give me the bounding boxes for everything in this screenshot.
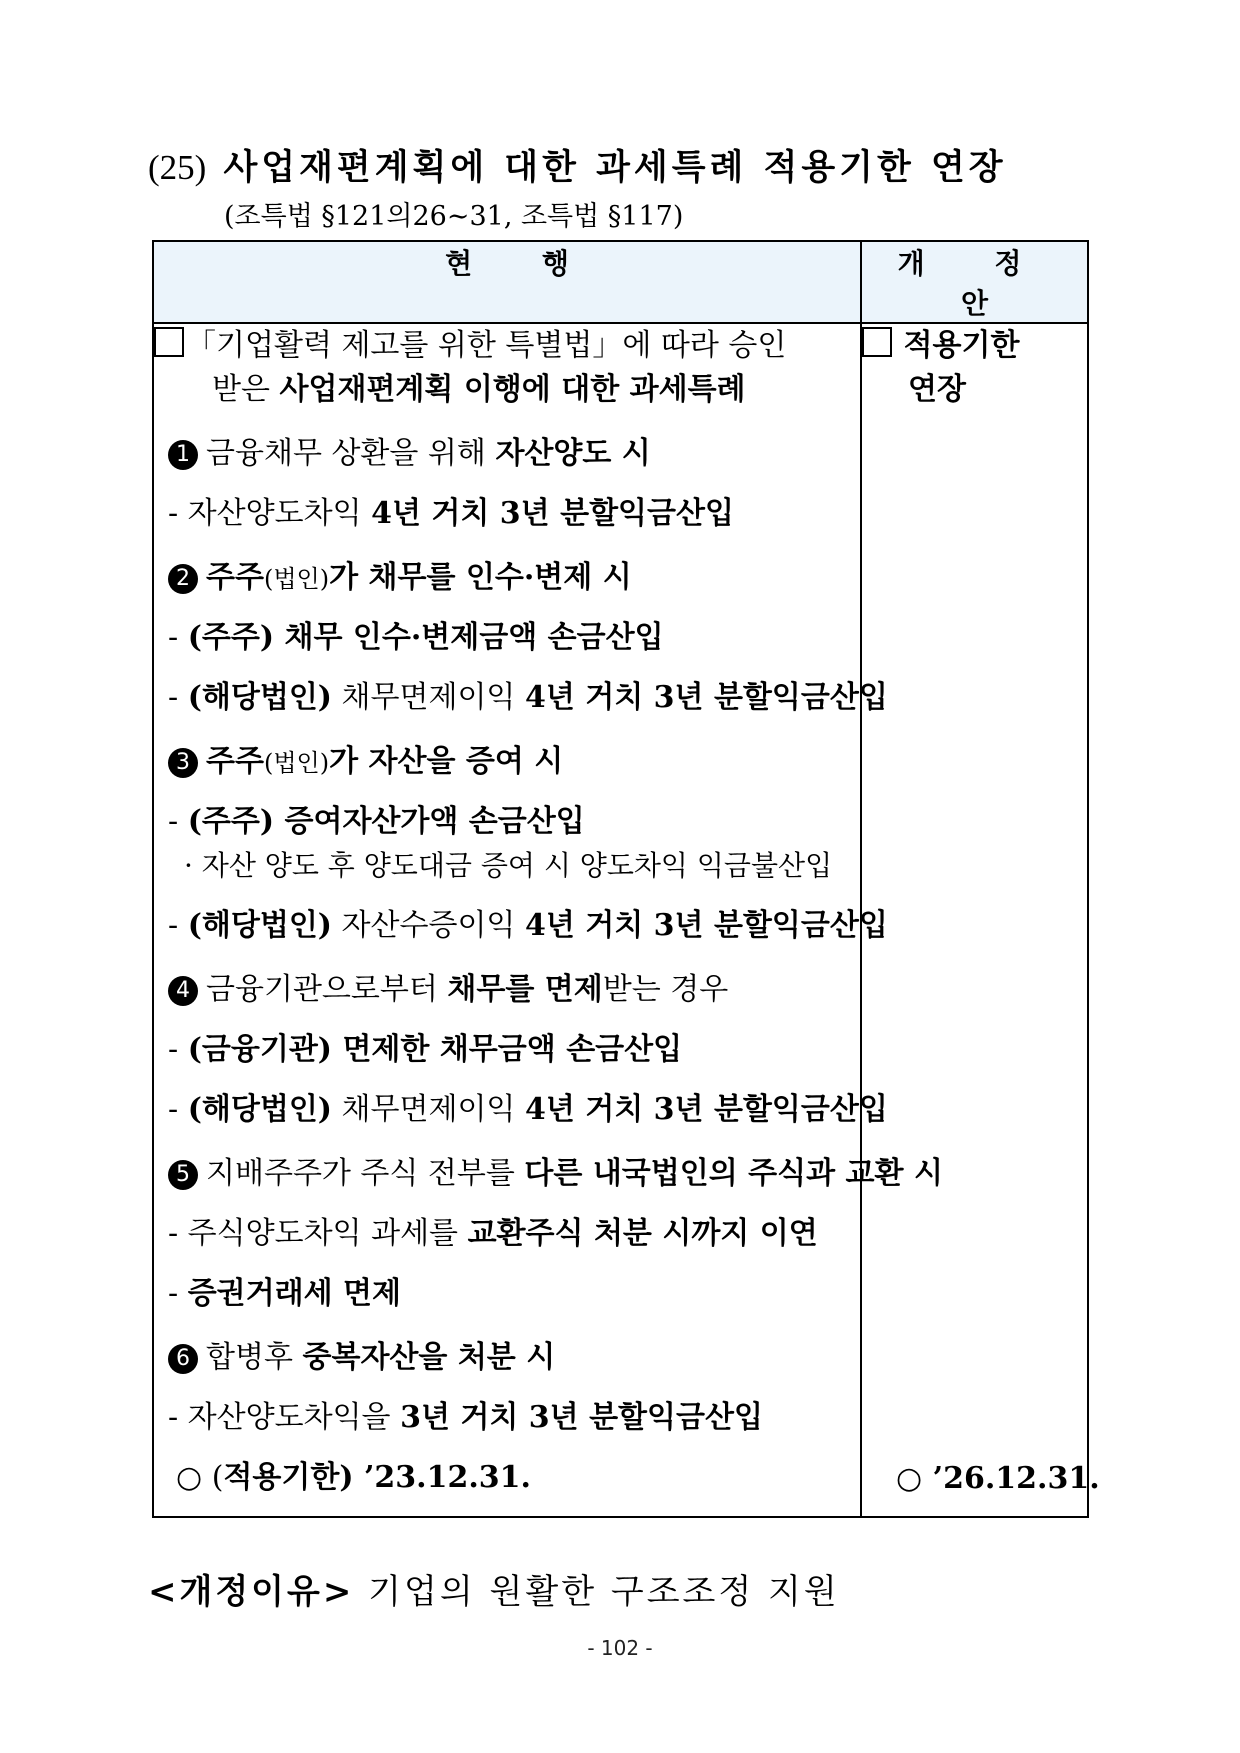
current-deadline: ○ (적용기한) ’23.12.31. xyxy=(176,1460,532,1495)
item-3-sub-2: · 자산 양도 후 양도대금 증여 시 양도차익 익금불산입 xyxy=(184,849,833,882)
circled-number-icon: 5 xyxy=(168,1160,198,1190)
circled-number-icon: 4 xyxy=(168,976,198,1006)
item-6-sub-1: - 자산양도차익을 3년 거치 3년 분할익금산입 xyxy=(168,1400,763,1435)
section-heading xyxy=(148,140,1007,190)
page-number: - 102 - xyxy=(587,1636,653,1660)
item-3-sub-3: - (해당법인) 자산수증이익 4년 거치 3년 분할익금산입 xyxy=(168,908,888,943)
item-2-heading: 2 주주(법인)가 채무를 인수·변제 시 xyxy=(154,556,860,600)
item-2-sub-1: - (주주) 채무 인수·변제금액 손금산입 xyxy=(168,620,664,655)
circled-number-icon: 2 xyxy=(168,564,198,594)
item-5-sub-2: - 증권거래세 면제 xyxy=(168,1276,401,1311)
proposed-deadline: ○ ’26.12.31. xyxy=(896,1461,1100,1496)
item-1-sub-1: - 자산양도차익 4년 거치 3년 분할익금산입 xyxy=(168,496,734,531)
item-4-sub-2: - (해당법인) 채무면제이익 4년 거치 3년 분할익금산입 xyxy=(168,1092,888,1127)
circled-number-icon: 6 xyxy=(168,1344,198,1374)
circled-number-icon: 3 xyxy=(168,748,198,778)
table-body-row xyxy=(153,323,1088,1517)
proposed-column xyxy=(861,323,1100,1517)
proposed-line-2: 연장 xyxy=(908,372,966,407)
header-proposed: 개 정 안 xyxy=(861,241,1088,323)
proposed-line-1: 적용기한 xyxy=(862,324,1087,368)
intro-line-1: 「기업활력 제고를 위한 특별법」에 따라 승인 xyxy=(154,324,860,368)
item-5-sub-1: - 주식양도차익 과세를 교환주식 처분 시까지 이연 xyxy=(168,1216,818,1251)
checkbox-square-icon xyxy=(862,327,892,357)
comparison-table xyxy=(152,240,1100,1518)
header-current: 현 행 xyxy=(153,241,861,323)
item-3-sub-1: - (주주) 증여자산가액 손금산입 xyxy=(168,804,585,839)
section-number: (25) xyxy=(148,148,207,187)
item-4-heading: 4 금융기관으로부터 채무를 면제받는 경우 xyxy=(154,968,860,1012)
item-1-heading: 1 금융채무 상환을 위해 자산양도 시 xyxy=(154,432,860,476)
law-reference: (조특법 §121의26∼31, 조특법 §117) xyxy=(224,201,684,232)
item-3-heading: 3 주주(법인)가 자산을 증여 시 xyxy=(154,740,860,784)
item-5-heading: 5 지배주주가 주식 전부를 다른 내국법인의 주식과 교환 시 xyxy=(154,1152,860,1196)
item-2-sub-2: - (해당법인) 채무면제이익 4년 거치 3년 분할익금산입 xyxy=(168,680,888,715)
reason-label: <개정이유> xyxy=(148,1572,355,1612)
intro-line-2: 받은 사업재편계획 이행에 대한 과세특례 xyxy=(212,372,746,407)
reason-text: 기업의 원활한 구조조정 지원 xyxy=(354,1572,840,1612)
item-4-sub-1: - (금융기관) 면제한 채무금액 손금산입 xyxy=(168,1032,683,1067)
table-header-row xyxy=(153,241,1088,323)
circled-number-icon: 1 xyxy=(168,440,198,470)
checkbox-square-icon xyxy=(154,327,184,357)
amendment-reason xyxy=(148,1564,840,1613)
section-title: 사업재편계획에 대한 과세특례 적용기한 연장 xyxy=(223,147,1007,188)
item-6-heading: 6 합병후 중복자산을 처분 시 xyxy=(154,1336,860,1380)
